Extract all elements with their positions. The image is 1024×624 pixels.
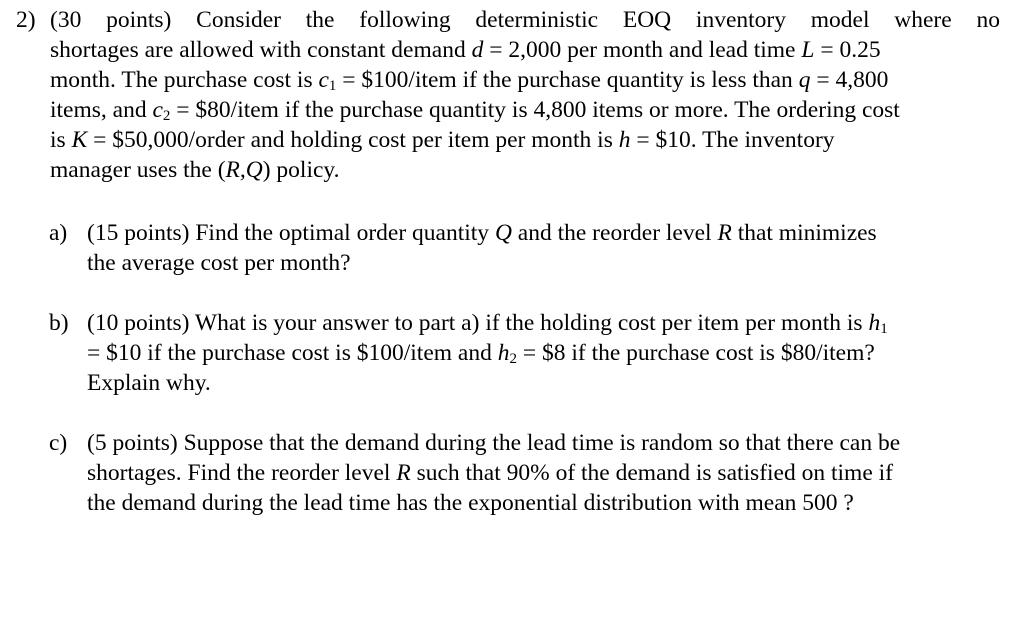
part-b-label: b): [49, 310, 69, 336]
part-b-line-1: (10 points) What is your answer to part a) if the holding cost per item per month is $h_1$: [87, 310, 888, 337]
part-a-line-1: (15 points) Find the optimal order quantity Q and the reorder level R that minimizes: [87, 220, 877, 246]
part-c: [49, 428, 996, 518]
part-b-line-3: Explain why.: [87, 370, 211, 396]
part-b-text: [87, 308, 996, 398]
part-a-line-2: the average cost per month?: [87, 250, 351, 276]
problem-line-6: manager uses the (R,Q) policy.: [50, 157, 340, 183]
problem-number: 2): [16, 7, 36, 33]
part-c-line-3: the demand during the lead time has the exponential distribution with mean 500 ?: [87, 490, 854, 516]
part-a-label: a): [49, 220, 68, 246]
problem-line-4: items, and $c_2$ = $80/item if the purchase quantity is 4,800 items or more. The ordering cost: [50, 97, 900, 124]
part-c-label: c): [49, 430, 68, 456]
part-b-line-2: = $10 if the purchase cost is $100/item and $h_2$ = $8 if the purchase cost is $80/item?: [87, 340, 875, 367]
problem-2: [16, 5, 1000, 185]
problem-line-1: (30 points) Consider the following deterministic EOQ inventory model where no: [50, 7, 1000, 33]
part-b: [49, 308, 996, 398]
problem-statement: [50, 5, 1000, 185]
problem-line-2: shortages are allowed with constant demand d = 2,000 per month and lead time L = 0.25: [50, 37, 881, 63]
part-a-text: [87, 218, 996, 278]
problem-line-5: is K = $50,000/order and holding cost per item per month is h = $10. The inventory: [50, 127, 835, 153]
part-c-text: [87, 428, 996, 518]
part-a: [49, 218, 996, 278]
part-c-line-2: shortages. Find the reorder level R such that 90% of the demand is satisfied on time if: [87, 460, 893, 486]
part-c-line-1: (5 points) Suppose that the demand during the lead time is random so that there can be: [87, 430, 901, 456]
problem-line-3: month. The purchase cost is $c_1$ = $100/item if the purchase quantity is less than q = 4,800: [50, 67, 889, 94]
